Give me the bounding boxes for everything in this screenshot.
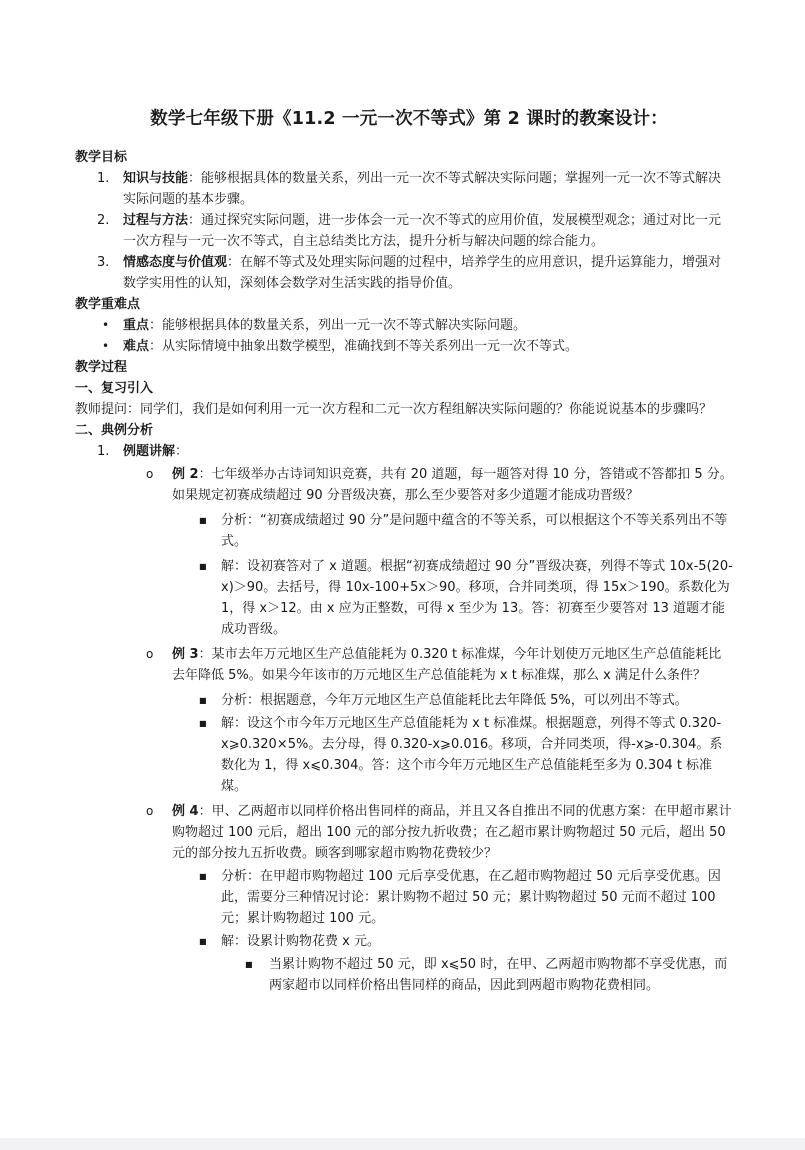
goal-label: 过程与方法 — [123, 213, 189, 228]
solution-text: 解：设这个市今年万元地区生产总值能耗为 x t 标准煤。根据题意，列得不等式 0.320-x⩾0.320×5%。去分母，得 0.320-x⩾0.016。移项，合并同类项，得-x⩾-0.304。系数化为 1，得 x⩽0.304。答：这个市今年万元地区生产总值能耗至多为 0.304 t 标准煤。 — [221, 716, 723, 794]
key-point-label: 难点 — [123, 339, 150, 354]
square-bullet-icon: ■ — [199, 562, 207, 571]
example-text: ：某市去年万元地区生产总值能耗为 0.320 t 标准煤，今年计划使万元地区生产总值能耗比去年降低 5%。如果今年该市的万元地区生产总值能耗为 x t 标准煤，那么 x 满足什么条件？ — [172, 647, 722, 683]
list-number: 1. — [97, 444, 110, 459]
goal-text: ：通过探究实际问题，进一步体会一元一次不等式的应用价值，发展模型观念；通过对比一元一次方程与一元一次不等式，自主总结类比方法，提升分析与解决问题的综合能力。 — [123, 213, 722, 249]
example-2 — [75, 464, 733, 506]
example-3 — [75, 644, 733, 686]
goal-item-process — [75, 210, 733, 252]
circle-bullet-icon: o — [146, 804, 154, 818]
goal-label: 知识与技能 — [123, 171, 189, 186]
solution-text: 解：设初赛答对了 x 道题。根据“初赛成绩超过 90 分”晋级决赛，列得不等式 10x-5(20-x)＞90。去括号，得 10x-100+5x＞90。移项，合并同类项，得 15x＞190。系数化为 1，得 x＞12。由 x 应为正整数，可得 x 至少为 13。答：初赛至少要答对 13 道题才能成功晋级。 — [221, 559, 733, 637]
section-examples-heading: 二、典例分析 — [75, 423, 154, 438]
goal-item-attitude — [75, 252, 733, 294]
example-4-solution — [75, 931, 733, 952]
circle-bullet-icon: o — [146, 467, 154, 481]
example-2-solution — [75, 556, 733, 640]
example-3-analysis — [75, 690, 733, 711]
example-4 — [75, 801, 733, 864]
goals-heading: 教学目标 — [75, 150, 128, 165]
section-review-heading: 一、复习引入 — [75, 381, 154, 396]
example-explanation-item — [75, 441, 733, 462]
example-3-solution — [75, 713, 733, 797]
example-text: ：甲、乙两超市以同样价格出售同样的商品，并且又各自推出不同的优惠方案：在甲超市累计购物超过 100 元后，超出 100 元的部分按九折收费；在乙超市累计购物超过 50 元后，超出 50 元的部分按九五折收费。顾客到哪家超市购物花费较少？ — [172, 804, 732, 861]
goal-text: ：能够根据具体的数量关系，列出一元一次不等式解决实际问题；掌握列一元一次不等式解决实际问题的基本步骤。 — [123, 171, 722, 207]
bullet-icon: • — [102, 318, 110, 332]
list-number: 3. — [97, 255, 110, 270]
key-point-label: 重点 — [123, 318, 150, 333]
process-heading: 教学过程 — [75, 360, 128, 375]
example-explanation-label: 例题讲解 — [123, 444, 176, 459]
goal-label: 情感态度与价值观 — [123, 255, 228, 270]
square-bullet-icon: ■ — [245, 960, 253, 969]
example-label: 例 4 — [172, 804, 199, 819]
example-label: 例 3 — [172, 647, 199, 662]
key-point-text: ：能够根据具体的数量关系，列出一元一次不等式解决实际问题。 — [149, 318, 527, 333]
list-number: 2. — [97, 213, 110, 228]
colon: ： — [175, 444, 189, 459]
case-text: 当累计购物不超过 50 元，即 x⩽50 时，在甲、乙两超市购物都不享受优惠，而两家超市以同样价格出售同样的商品，因此到两超市购物花费相同。 — [269, 957, 728, 993]
square-bullet-icon: ■ — [199, 937, 207, 946]
analysis-text: 分析：“初赛成绩超过 90 分”是问题中蕴含的不等关系，可以根据这个不等关系列出不等式。 — [221, 513, 728, 549]
goal-text: ：在解不等式及处理实际问题的过程中，培养学生的应用意识，提升运算能力，增强对数学实用性的认知，深刻体会数学对生活实践的指导价值。 — [123, 255, 722, 291]
document-title: 数学七年级下册《11.2 一元一次不等式》第 2 课时的教案设计： — [150, 109, 668, 129]
bullet-icon: • — [102, 339, 110, 353]
example-label: 例 2 — [172, 467, 199, 482]
list-number: 1. — [97, 171, 110, 186]
example-4-case-1 — [75, 954, 733, 996]
difficulty-point-item — [75, 336, 733, 357]
goal-item-knowledge — [75, 168, 733, 210]
page-bottom-band — [0, 1138, 805, 1150]
square-bullet-icon: ■ — [199, 719, 207, 728]
square-bullet-icon: ■ — [199, 872, 207, 881]
teacher-question: 教师提问：同学们，我们是如何利用一元一次方程和二元一次方程组解决实际问题的？你能说说基本的步骤吗？ — [75, 402, 713, 417]
analysis-text: 分析：在甲超市购物超过 100 元后享受优惠，在乙超市购物超过 50 元后享受优惠。因此，需要分三种情况讨论：累计购物不超过 50 元；累计购物超过 50 元而不超过 100 元；累计购物超过 100 元。 — [221, 869, 721, 926]
circle-bullet-icon: o — [146, 647, 154, 661]
key-points-heading: 教学重难点 — [75, 297, 141, 312]
square-bullet-icon: ■ — [199, 696, 207, 705]
example-text: ：七年级举办古诗词知识竞赛，共有 20 道题，每一题答对得 10 分，答错或不答都扣 5 分。如果规定初赛成绩超过 90 分晋级决赛，那么至少要答对多少道题才能成功晋级？ — [172, 467, 733, 503]
key-point-item — [75, 315, 733, 336]
solution-text: 解：设累计购物花费 x 元。 — [221, 934, 380, 949]
key-point-text: ：从实际情境中抽象出数学模型，准确找到不等关系列出一元一次不等式。 — [149, 339, 579, 354]
square-bullet-icon: ■ — [199, 516, 207, 525]
example-2-analysis — [75, 510, 733, 552]
example-4-analysis — [75, 866, 733, 929]
analysis-text: 分析：根据题意，今年万元地区生产总值能耗比去年降低 5%，可以列出不等式。 — [221, 693, 688, 708]
